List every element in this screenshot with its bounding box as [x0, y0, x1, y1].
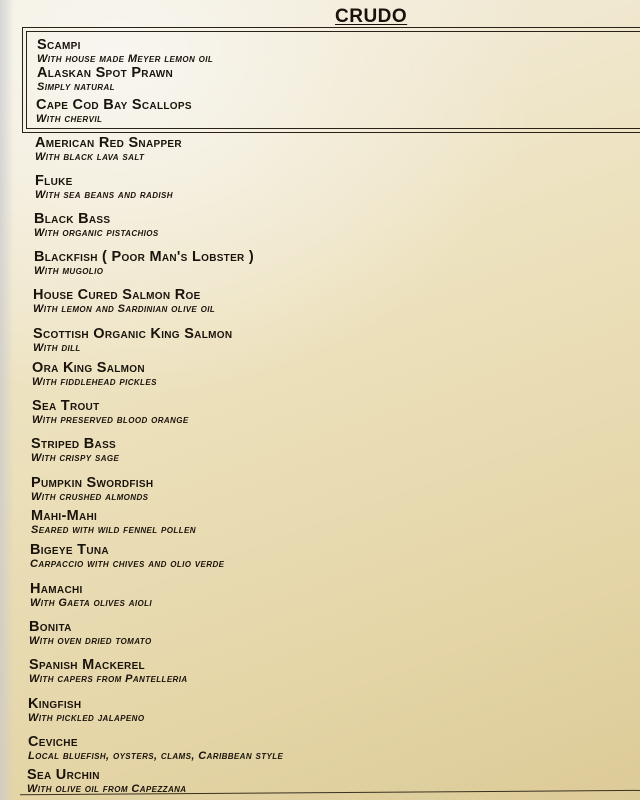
- menu-item-description: Seared with wild fennel pollen: [31, 524, 196, 536]
- menu-item: [35, 135, 182, 164]
- menu-item-description: With sea beans and radish: [35, 189, 173, 201]
- menu-item-name: Bonita: [29, 619, 72, 635]
- menu-item: [28, 696, 144, 725]
- menu-item: [29, 619, 152, 648]
- menu-item: [27, 767, 186, 796]
- menu-item-name: Blackfish ( Poor Man's Lobster ): [34, 249, 255, 265]
- menu-item-name: Mahi-Mahi: [31, 508, 98, 524]
- menu-item: [35, 173, 173, 202]
- menu-item-description: With chervil: [36, 113, 103, 125]
- menu-item-name: Sea Urchin: [27, 767, 100, 783]
- menu-item-name: Alaskan Spot Prawn: [37, 65, 174, 81]
- menu-item: [34, 249, 254, 278]
- menu-item: [33, 287, 215, 316]
- menu-item: [34, 211, 159, 240]
- menu-item-description: With crushed almonds: [31, 491, 149, 503]
- menu-item-name: Bigeye Tuna: [30, 542, 109, 558]
- menu-item-description: Carpaccio with chives and olio verde: [30, 558, 225, 570]
- menu-item-description: With Gaeta olives aioli: [30, 597, 153, 609]
- menu-item: [28, 734, 283, 763]
- menu-item: [31, 436, 119, 465]
- menu-item-description: Simply natural: [37, 81, 115, 93]
- menu-item-description: Local bluefish, oysters, clams, Caribbean style: [28, 750, 284, 762]
- menu-item-name: Hamachi: [30, 581, 83, 597]
- menu-item-name: Scampi: [37, 37, 81, 53]
- menu-item: [29, 657, 188, 686]
- menu-item-description: With mugolio: [34, 265, 104, 277]
- menu-item-name: Striped Bass: [31, 436, 117, 452]
- menu-item: [33, 326, 232, 355]
- menu-item-description: With fiddlehead pickles: [32, 376, 157, 388]
- menu-item-name: Spanish Mackerel: [29, 657, 145, 673]
- menu-item: [37, 65, 173, 94]
- menu-item-name: Fluke: [35, 173, 73, 189]
- menu-item: [36, 97, 192, 126]
- menu-item: [32, 360, 157, 389]
- menu-item: [37, 37, 213, 66]
- menu-item-name: Cape Cod Bay Scallops: [36, 97, 192, 113]
- menu-item-description: With crispy sage: [31, 452, 120, 464]
- menu-item-name: Scottish Organic King Salmon: [33, 326, 233, 342]
- menu-item: [31, 475, 153, 504]
- menu-item: [31, 508, 196, 537]
- menu-item-name: Black Bass: [34, 211, 111, 227]
- menu-item-description: With oven dried tomato: [29, 635, 152, 647]
- menu-item-description: With house made Meyer lemon oil: [37, 53, 214, 65]
- menu-item-description: With pickled jalapeno: [28, 712, 145, 724]
- menu-item: [30, 581, 152, 610]
- menu-item-description: With black lava salt: [35, 151, 145, 163]
- menu-item-description: With lemon and Sardinian olive oil: [33, 303, 216, 315]
- menu-item-description: With dill: [33, 342, 81, 354]
- menu-item-name: American Red Snapper: [35, 135, 182, 151]
- page-edge-shadow: [0, 0, 14, 800]
- menu-item-name: Sea Trout: [32, 398, 100, 414]
- menu-item-name: Ora King Salmon: [32, 360, 145, 376]
- menu-item: [32, 398, 189, 427]
- menu-item-description: With capers from Pantelleria: [29, 673, 188, 685]
- menu-item-description: With preserved blood orange: [32, 414, 189, 426]
- section-title: CRUDO: [335, 6, 408, 27]
- menu-item-name: Ceviche: [28, 734, 78, 750]
- menu-item-name: Kingfish: [28, 696, 82, 712]
- menu-item-name: Pumpkin Swordfish: [31, 475, 154, 491]
- menu-item-description: With olive oil from Capezzana: [27, 783, 187, 795]
- menu-item-name: House Cured Salmon Roe: [33, 287, 201, 303]
- menu-item: [30, 542, 224, 571]
- menu-item-description: With organic pistachios: [34, 227, 159, 239]
